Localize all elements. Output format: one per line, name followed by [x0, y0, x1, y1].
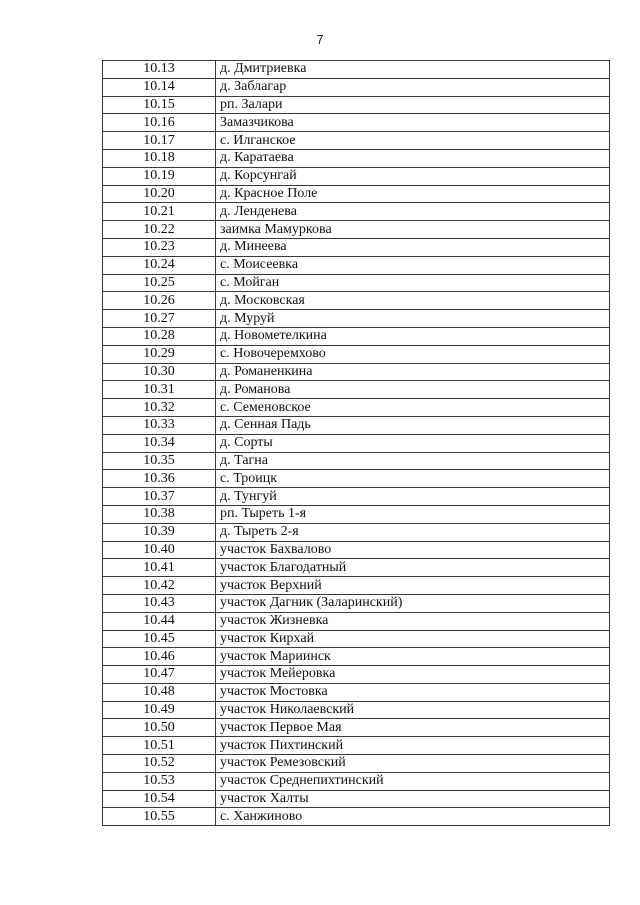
row-number-cell: 10.31: [103, 381, 216, 399]
row-number-cell: 10.23: [103, 238, 216, 256]
settlement-name-cell: участок Николаевский: [216, 701, 610, 719]
row-number-cell: 10.51: [103, 737, 216, 755]
row-number-cell: 10.27: [103, 310, 216, 328]
settlement-name-cell: участок Бахвалово: [216, 541, 610, 559]
settlements-table: [102, 60, 610, 826]
row-number-cell: 10.17: [103, 132, 216, 150]
table-row: [103, 434, 610, 452]
settlement-name-cell: участок Кирхай: [216, 630, 610, 648]
table-row: [103, 577, 610, 595]
settlement-name-cell: с. Мойган: [216, 274, 610, 292]
table-row: [103, 666, 610, 684]
table-row: [103, 399, 610, 417]
settlement-name-cell: д. Романенкина: [216, 363, 610, 381]
row-number-cell: 10.39: [103, 523, 216, 541]
table-row: [103, 185, 610, 203]
row-number-cell: 10.34: [103, 434, 216, 452]
settlement-name-cell: заимка Мамуркова: [216, 221, 610, 239]
table-row: [103, 310, 610, 328]
settlement-name-cell: д. Каратаева: [216, 149, 610, 167]
table-row: [103, 452, 610, 470]
settlement-name-cell: д. Тыреть 2-я: [216, 523, 610, 541]
table-row: [103, 96, 610, 114]
table-row: [103, 78, 610, 96]
row-number-cell: 10.20: [103, 185, 216, 203]
table-row: [103, 167, 610, 185]
settlement-name-cell: с. Троицк: [216, 470, 610, 488]
row-number-cell: 10.40: [103, 541, 216, 559]
row-number-cell: 10.35: [103, 452, 216, 470]
row-number-cell: 10.41: [103, 559, 216, 577]
row-number-cell: 10.22: [103, 221, 216, 239]
table-row: [103, 772, 610, 790]
row-number-cell: 10.18: [103, 149, 216, 167]
settlement-name-cell: участок Первое Мая: [216, 719, 610, 737]
table-row: [103, 488, 610, 506]
settlement-name-cell: Замазчикова: [216, 114, 610, 132]
table-row: [103, 203, 610, 221]
settlement-name-cell: д. Сорты: [216, 434, 610, 452]
table-row: [103, 416, 610, 434]
row-number-cell: 10.53: [103, 772, 216, 790]
table-row: [103, 790, 610, 808]
table-row: [103, 701, 610, 719]
settlement-name-cell: с. Илганское: [216, 132, 610, 150]
settlement-name-cell: с. Новочеремхово: [216, 345, 610, 363]
row-number-cell: 10.38: [103, 505, 216, 523]
settlement-name-cell: рп. Залари: [216, 96, 610, 114]
settlement-name-cell: участок Верхний: [216, 577, 610, 595]
settlement-name-cell: участок Дагник (Заларинский): [216, 594, 610, 612]
settlement-name-cell: участок Жизневка: [216, 612, 610, 630]
table-row: [103, 363, 610, 381]
row-number-cell: 10.42: [103, 577, 216, 595]
row-number-cell: 10.14: [103, 78, 216, 96]
settlement-name-cell: участок Среднепихтинский: [216, 772, 610, 790]
settlement-name-cell: д. Романова: [216, 381, 610, 399]
row-number-cell: 10.30: [103, 363, 216, 381]
row-number-cell: 10.16: [103, 114, 216, 132]
table-row: [103, 719, 610, 737]
settlement-name-cell: участок Благодатный: [216, 559, 610, 577]
table-row: [103, 132, 610, 150]
settlement-name-cell: участок Пихтинский: [216, 737, 610, 755]
table-body: [103, 61, 610, 826]
settlement-name-cell: д. Заблагар: [216, 78, 610, 96]
row-number-cell: 10.25: [103, 274, 216, 292]
settlements-table-container: [102, 60, 610, 826]
settlement-name-cell: д. Дмитриевка: [216, 61, 610, 79]
row-number-cell: 10.46: [103, 648, 216, 666]
table-row: [103, 381, 610, 399]
page-number: 7: [316, 32, 324, 47]
table-row: [103, 612, 610, 630]
table-row: [103, 345, 610, 363]
table-row: [103, 149, 610, 167]
row-number-cell: 10.13: [103, 61, 216, 79]
row-number-cell: 10.19: [103, 167, 216, 185]
settlement-name-cell: д. Тунгуй: [216, 488, 610, 506]
row-number-cell: 10.24: [103, 256, 216, 274]
settlement-name-cell: участок Мариинск: [216, 648, 610, 666]
settlement-name-cell: д. Корсунгай: [216, 167, 610, 185]
settlement-name-cell: рп. Тырeть 1-я: [216, 505, 610, 523]
table-row: [103, 114, 610, 132]
row-number-cell: 10.21: [103, 203, 216, 221]
table-row: [103, 327, 610, 345]
row-number-cell: 10.15: [103, 96, 216, 114]
row-number-cell: 10.54: [103, 790, 216, 808]
row-number-cell: 10.33: [103, 416, 216, 434]
table-row: [103, 523, 610, 541]
settlement-name-cell: д. Московская: [216, 292, 610, 310]
settlement-name-cell: участок Мейеровка: [216, 666, 610, 684]
settlement-name-cell: д. Тагна: [216, 452, 610, 470]
row-number-cell: 10.55: [103, 808, 216, 826]
row-number-cell: 10.29: [103, 345, 216, 363]
settlement-name-cell: с. Семеновское: [216, 399, 610, 417]
table-row: [103, 470, 610, 488]
settlement-name-cell: д. Муруй: [216, 310, 610, 328]
row-number-cell: 10.44: [103, 612, 216, 630]
row-number-cell: 10.26: [103, 292, 216, 310]
row-number-cell: 10.52: [103, 755, 216, 773]
row-number-cell: 10.47: [103, 666, 216, 684]
table-row: [103, 630, 610, 648]
settlement-name-cell: д. Новометелкина: [216, 327, 610, 345]
settlement-name-cell: участок Халты: [216, 790, 610, 808]
settlement-name-cell: д. Сенная Падь: [216, 416, 610, 434]
table-row: [103, 541, 610, 559]
row-number-cell: 10.36: [103, 470, 216, 488]
table-row: [103, 238, 610, 256]
row-number-cell: 10.28: [103, 327, 216, 345]
table-row: [103, 256, 610, 274]
settlement-name-cell: участок Ремезовский: [216, 755, 610, 773]
table-row: [103, 737, 610, 755]
row-number-cell: 10.37: [103, 488, 216, 506]
settlement-name-cell: д. Красное Поле: [216, 185, 610, 203]
table-row: [103, 61, 610, 79]
settlement-name-cell: д. Ленденева: [216, 203, 610, 221]
row-number-cell: 10.48: [103, 683, 216, 701]
table-row: [103, 274, 610, 292]
table-row: [103, 221, 610, 239]
settlement-name-cell: с. Ханжиново: [216, 808, 610, 826]
settlement-name-cell: участок Мостовка: [216, 683, 610, 701]
settlement-name-cell: д. Минеева: [216, 238, 610, 256]
settlement-name-cell: с. Моисеевка: [216, 256, 610, 274]
row-number-cell: 10.45: [103, 630, 216, 648]
row-number-cell: 10.43: [103, 594, 216, 612]
table-row: [103, 559, 610, 577]
row-number-cell: 10.50: [103, 719, 216, 737]
row-number-cell: 10.32: [103, 399, 216, 417]
table-row: [103, 808, 610, 826]
table-row: [103, 755, 610, 773]
row-number-cell: 10.49: [103, 701, 216, 719]
table-row: [103, 648, 610, 666]
table-row: [103, 594, 610, 612]
table-row: [103, 292, 610, 310]
table-row: [103, 505, 610, 523]
table-row: [103, 683, 610, 701]
